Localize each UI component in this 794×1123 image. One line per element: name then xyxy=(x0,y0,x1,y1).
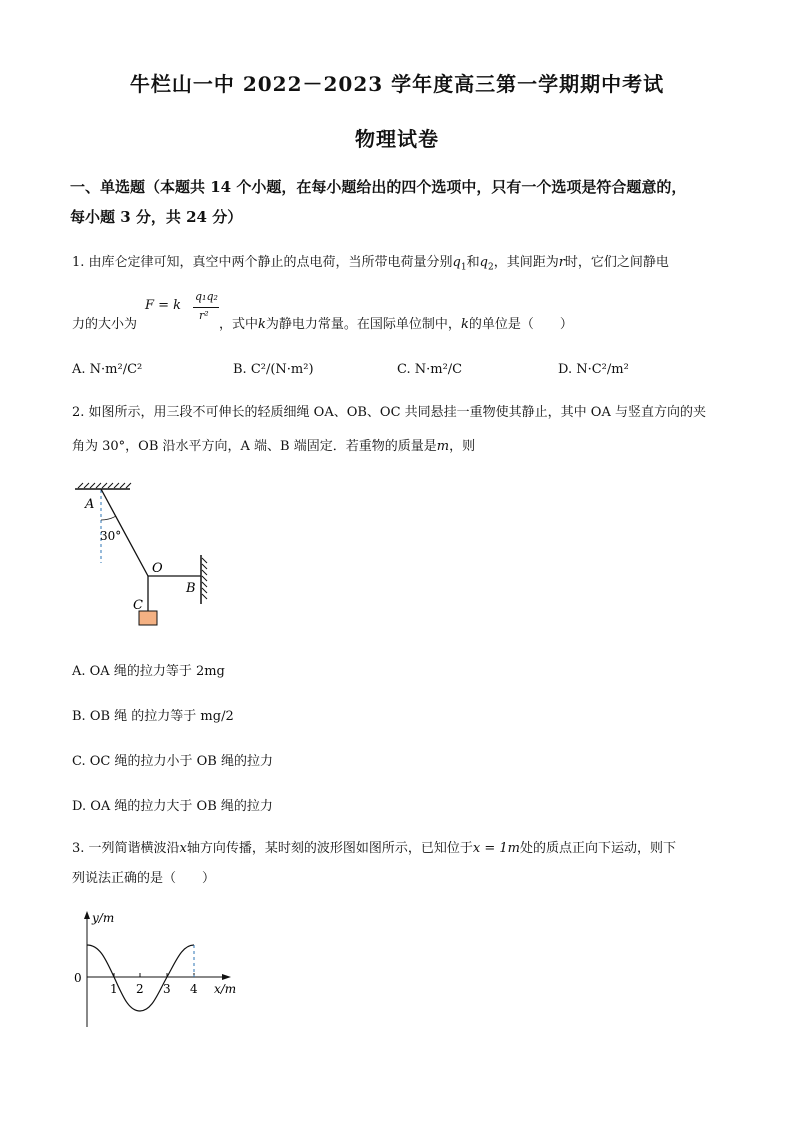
ceiling-hatch xyxy=(78,483,131,488)
exam-title: 牛栏山一中 2022－2023 学年度高三第一学期期中考试 xyxy=(129,72,665,96)
rope-figure xyxy=(70,480,220,630)
weight-block xyxy=(139,611,157,625)
wave-curve xyxy=(87,945,194,1011)
coulomb-formula: F = k q₁q₂ r² xyxy=(145,290,218,322)
x-axis-label: x/m xyxy=(214,982,237,996)
wave-figure xyxy=(70,905,250,1035)
section-heading xyxy=(70,172,750,232)
angle-arc xyxy=(101,516,116,520)
section-heading-line2: 每小题 3 分，共 24 分） xyxy=(70,208,243,226)
q2-option-c[interactable]: C. OC 绳的拉力小于 OB 绳的拉力 xyxy=(72,754,273,769)
q2-option-a[interactable]: A. OA 绳的拉力等于 2mg xyxy=(72,664,225,679)
q3-line1: 3. 一列简谐横波沿x轴方向传播，某时刻的波形图如图所示，已知位于x = 1m处的质点正向下运动，则下 xyxy=(72,841,677,856)
x-ticks xyxy=(114,973,194,977)
tick-label-3: 3 xyxy=(163,982,171,996)
q1-option-c[interactable]: C. N·m²/C xyxy=(397,362,463,377)
q1-option-b[interactable]: B. C²/(N·m²) xyxy=(233,362,314,377)
q1-line1: 1. 由库仑定律可知，真空中两个静止的点电荷，当所带电荷量分别$q_1$和$q_2$，其间距为r时，它们之间静电 xyxy=(72,255,669,273)
q2-line2: 角为 30°，OB 沿水平方向，A 端、B 端固定．若重物的质量是m，则 xyxy=(72,439,476,454)
tick-label-1: 1 xyxy=(110,982,118,996)
label-a: A xyxy=(85,497,95,512)
q2-line1: 2. 如图所示，用三段不可伸长的轻质细绳 OA、OB、OC 共同悬挂一重物使其静止，其中 OA 与竖直方向的夹 xyxy=(72,405,706,420)
wall-hatch xyxy=(202,558,207,599)
q1-option-d[interactable]: D. N·C²/m² xyxy=(558,362,629,377)
section-heading-line1: 一、单选题（本题共 14 个小题，在每小题给出的四个选项中，只有一个选项是符合题意的， xyxy=(70,178,687,196)
label-c: C xyxy=(133,598,143,613)
x-axis-arrow xyxy=(222,974,231,980)
q2-option-d[interactable]: D. OA 绳的拉力大于 OB 绳的拉力 xyxy=(72,799,273,814)
y-axis-arrow xyxy=(84,911,90,919)
exam-subtitle: 物理试卷 xyxy=(355,127,439,151)
angle-label: 30° xyxy=(100,529,122,543)
tick-label-2: 2 xyxy=(136,982,144,996)
q1-line2: 力的大小为 ，式中k为静电力常量。在国际单位制中，k的单位是（ ） xyxy=(72,317,573,332)
tick-label-4: 4 xyxy=(190,982,198,996)
q1-option-a[interactable]: A. N·m²/C² xyxy=(72,362,143,377)
label-b: B xyxy=(186,581,196,596)
q2-option-b[interactable]: B. OB 绳 的拉力等于 mg/2 xyxy=(72,709,234,724)
label-o: O xyxy=(152,561,163,576)
y-axis-label: y/m xyxy=(92,911,115,925)
origin-label: 0 xyxy=(74,971,82,985)
q3-line2: 列说法正确的是（ ） xyxy=(72,871,216,886)
